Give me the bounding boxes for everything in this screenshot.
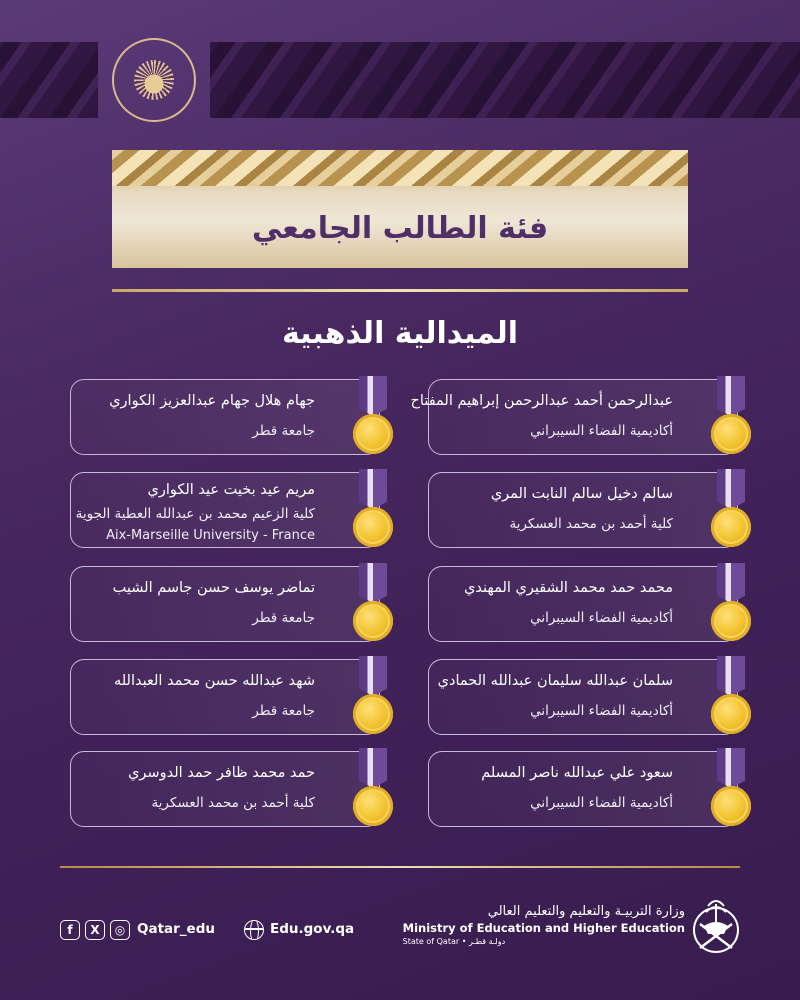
winner-card [410, 379, 738, 455]
gold-medal-icon [353, 469, 393, 553]
globe-icon [244, 920, 264, 940]
ministry-name-english: Ministry of Education and Higher Education [402, 921, 685, 935]
x-icon[interactable]: X [85, 920, 105, 940]
social-handle[interactable]: Qatar_edu [137, 921, 215, 937]
gold-medal-icon [711, 563, 751, 647]
qatar-emblem-icon [690, 894, 742, 956]
winner-institution: كلية أحمد بن محمد العسكرية [509, 516, 673, 532]
winner-card [428, 472, 738, 548]
category-banner [112, 150, 688, 268]
award-logo [98, 30, 210, 130]
winner-card [70, 566, 380, 642]
gold-medal-icon [711, 376, 751, 460]
category-title: فئة الطالب الجامعي [251, 211, 549, 246]
winner-institution: جامعة قطر [252, 703, 315, 719]
winner-institution: جامعة قطر [252, 423, 315, 439]
footer [0, 904, 800, 956]
winner-institution: كلية أحمد بن محمد العسكرية [151, 795, 315, 811]
winner-card [428, 751, 738, 827]
winner-name: جهام هلال جهام عبدالعزيز الكواري [109, 393, 315, 409]
gold-medal-icon [353, 748, 393, 832]
winner-name: مريم عيد بخيت عيد الكواري [147, 482, 315, 498]
winner-institution: جامعة قطر [252, 610, 315, 626]
winner-card [70, 659, 380, 735]
winner-name: عبدالرحمن أحمد عبدالرحمن إبراهيم المفتاح [410, 393, 673, 409]
social-links [60, 920, 130, 940]
winner-institution: كلية الزعيم محمد بن عبدالله العطية الجوية [75, 506, 315, 522]
facebook-icon[interactable]: f [60, 920, 80, 940]
state-of-qatar: State of Qatar • دولـة قطـر [402, 937, 506, 946]
winner-name: سلمان عبدالله سليمان عبدالله الحمادي [437, 673, 673, 689]
winner-card [70, 751, 380, 827]
winner-name: سعود علي عبدالله ناصر المسلم [481, 765, 673, 781]
award-logo-icon [112, 38, 196, 122]
winner-name: سالم دخيل سالم النابت المري [490, 486, 673, 502]
winner-name: محمد حمد محمد الشقيري المهندي [464, 580, 673, 596]
divider [112, 289, 688, 292]
ministry-name [403, 904, 685, 948]
header-stripe-right [210, 42, 800, 118]
winner-card [428, 566, 738, 642]
winner-institution: أكاديمية الفضاء السيبراني [530, 423, 673, 439]
instagram-icon[interactable]: ◎ [110, 920, 130, 940]
gold-medal-icon [353, 656, 393, 740]
website-link[interactable]: Edu.gov.qa [270, 921, 355, 937]
winner-institution-secondary: Aix-Marseille University - France [106, 528, 315, 543]
gold-medal-icon [711, 656, 751, 740]
gold-medal-icon [353, 563, 393, 647]
ministry-name-arabic: وزارة التربيـة والتعليم والتعليم العالي [487, 904, 685, 919]
gold-medal-icon [353, 376, 393, 460]
winner-institution: أكاديمية الفضاء السيبراني [530, 703, 673, 719]
gold-medal-icon [711, 469, 751, 553]
winner-name: حمد محمد ظافر حمد الدوسري [128, 765, 315, 781]
winner-institution: أكاديمية الفضاء السيبراني [530, 610, 673, 626]
gold-medal-icon [711, 748, 751, 832]
winner-card [428, 659, 738, 735]
winner-institution: أكاديمية الفضاء السيبراني [530, 795, 673, 811]
winner-name: تماضر يوسف حسن جاسم الشيب [112, 580, 315, 596]
winner-name: شهد عبدالله حسن محمد العبدالله [113, 673, 315, 689]
winner-card [70, 472, 380, 548]
winner-card [70, 379, 380, 455]
section-title: الميدالية الذهبية [281, 316, 519, 351]
footer-divider [60, 866, 740, 868]
header-stripe-left [0, 42, 98, 118]
